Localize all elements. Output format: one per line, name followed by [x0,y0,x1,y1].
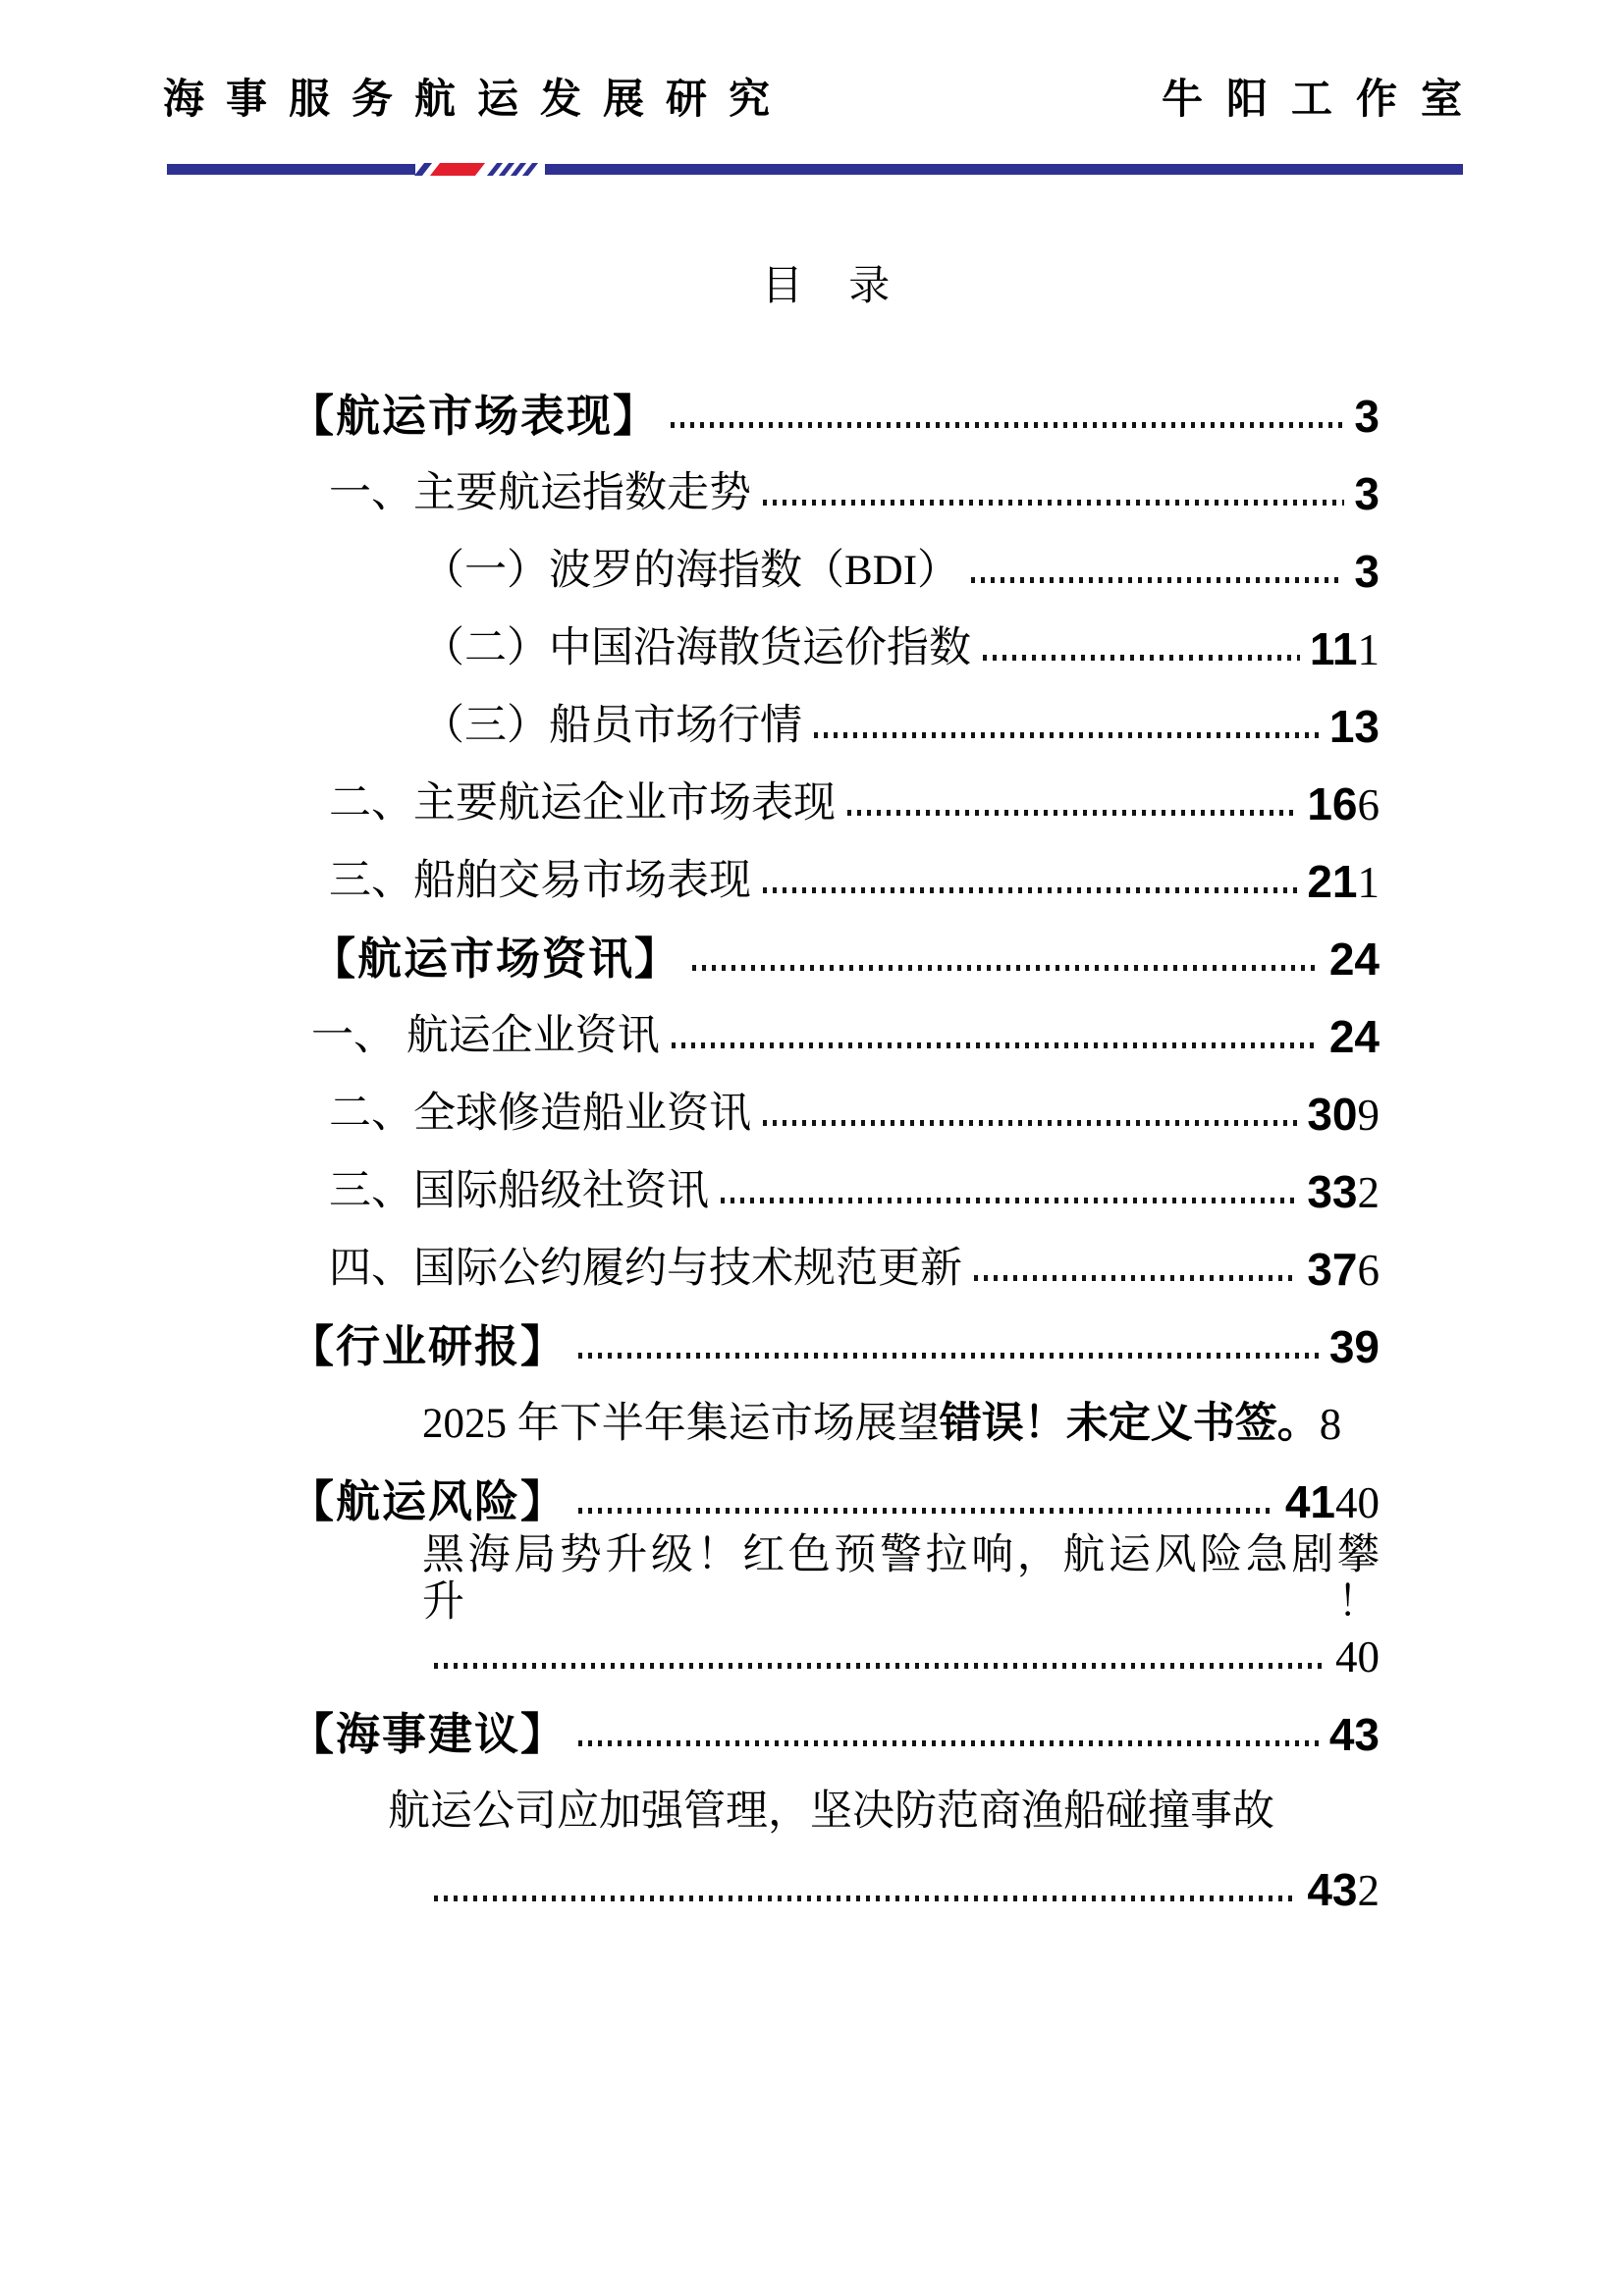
dot-leader [721,1198,1297,1203]
toc-page-number [1285,1475,1380,1528]
toc-entry[interactable] [290,377,1380,454]
toc-entry[interactable] [290,1850,1380,1928]
toc-entry-label: 【海事建议】 [290,1708,568,1759]
toc-entry-label: 二、主要航运企业市场表现 [329,779,836,827]
toc-page-number [1329,700,1380,753]
dot-leader [763,887,1297,893]
toc-entry[interactable] [290,1618,1380,1695]
toc-page-number [1307,1165,1380,1218]
dot-leader [814,732,1320,738]
toc-page-number [1320,1399,1342,1450]
page-number-bold: 3 [1354,390,1380,442]
toc-entry-label: 黑海局势升级！红色预警拉响，航运风险急剧攀升！ [422,1532,1380,1626]
table-of-contents [290,377,1380,1928]
toc-entry[interactable] [290,687,1380,765]
dot-leader [971,577,1344,583]
toc-entry-label: （一）波罗的海指数（BDI） [422,547,960,594]
toc-page-number [1354,390,1380,443]
toc-page-number [1354,467,1380,520]
toc-entry[interactable] [290,765,1380,842]
page-number-bold: 43 [1307,1863,1358,1915]
page-title: 目 录 [761,264,908,309]
toc-entry-label: 三、国际船级社资讯 [329,1167,709,1214]
page-number-light: 40 [1335,1631,1380,1682]
header-rule-decoration [415,164,545,175]
toc-entry[interactable] [290,1308,1380,1385]
header-rule [167,164,1463,175]
dot-leader [974,1275,1297,1281]
rule-deco-red-stripe [430,163,485,176]
dot-leader [847,810,1297,816]
toc-entry-error-text: 错误！未定义书签。 [939,1399,1320,1447]
toc-page-number [1329,1010,1380,1063]
toc-entry[interactable] [290,454,1380,532]
header-left-title: 海事服务航运发展研究 [163,76,792,122]
page-number-bold: 21 [1307,855,1358,907]
toc-entry[interactable] [290,1152,1380,1230]
dot-leader [578,1353,1320,1359]
toc-entry[interactable] [290,1695,1380,1773]
toc-page-number [1310,622,1380,675]
dot-leader [763,1120,1297,1126]
toc-entry-label: 航运公司应加强管理，坚决防范商渔船碰撞事故 [388,1788,1274,1835]
page-number-light: 40 [1335,1477,1380,1527]
toc-entry-label: 2025 年下半年集运市场展望 [422,1400,940,1447]
dot-leader [434,1663,1326,1669]
toc-entry-label: 【航运市场表现】 [290,390,660,441]
toc-page-number [1329,1320,1380,1373]
toc-page-number [1329,1708,1380,1761]
dot-leader [763,500,1344,506]
toc-entry[interactable] [290,610,1380,687]
toc-entry-label: （三）船员市场行情 [422,702,802,749]
toc-page-number [1329,933,1380,986]
toc-page-number [1335,1631,1380,1682]
page-number-light: 8 [1319,1399,1342,1449]
page-number-light: 1 [1357,857,1380,907]
page-number-bold: 37 [1307,1243,1358,1295]
page-number-light: 6 [1357,779,1380,829]
toc-page-number [1307,777,1380,830]
page-number-bold: 39 [1328,1320,1380,1372]
page-number-bold: 3 [1354,467,1380,519]
page-number-light: 9 [1357,1090,1380,1140]
toc-entry-label: 四、国际公约履约与技术规范更新 [329,1245,962,1292]
dot-leader [672,1042,1320,1048]
toc-entry-label: 【行业研报】 [290,1320,568,1371]
toc-entry[interactable] [290,1075,1380,1152]
dot-leader [692,965,1320,971]
toc-entry-label: （二）中国沿海散货运价指数 [422,624,971,671]
toc-entry-label: 三、船舶交易市场表现 [329,857,751,904]
page-number-bold: 24 [1328,1010,1380,1062]
toc-entry[interactable] [290,1773,1380,1850]
dot-leader [983,655,1300,661]
toc-entry-label: 二、全球修造船业资讯 [329,1090,751,1137]
toc-entry[interactable] [290,1230,1380,1308]
toc-entry[interactable] [290,1463,1380,1540]
toc-entry[interactable] [290,532,1380,610]
page-number-bold: 3 [1354,545,1380,597]
toc-entry[interactable] [290,1385,1380,1463]
page-number-bold: 13 [1328,700,1380,752]
toc-page-number [1307,1088,1380,1141]
page-number-bold: 11 [1309,622,1358,674]
dot-leader [671,422,1344,428]
toc-entry[interactable] [290,1532,1380,1626]
dot-leader [434,1896,1297,1901]
toc-entry[interactable] [290,842,1380,920]
page-number-light: 2 [1357,1865,1380,1915]
page-number-light: 6 [1357,1245,1380,1295]
toc-page-number [1307,1243,1380,1296]
toc-page-number [1307,1863,1380,1916]
page-number-bold: 41 [1284,1475,1335,1527]
header-right-title: 牛阳工作室 [1161,76,1486,122]
page-number-light: 1 [1357,624,1380,674]
rule-deco-sliver [414,163,432,176]
toc-entry[interactable] [290,997,1380,1075]
toc-entry-label: 一、 航运企业资讯 [311,1012,660,1059]
toc-entry[interactable] [290,920,1380,997]
dot-leader [578,1508,1275,1514]
page-number-bold: 16 [1307,777,1358,829]
toc-page-number [1354,545,1380,598]
page-number-bold: 33 [1307,1165,1358,1217]
toc-entry-label: 【航运风险】 [290,1475,568,1526]
page-number-bold: 24 [1328,933,1380,985]
toc-entry-label: 一、主要航运指数走势 [329,469,751,516]
toc-page-number [1307,855,1380,908]
page-number-bold: 43 [1328,1708,1380,1760]
toc-entry-label: 【航运市场资讯】 [311,933,681,984]
page-number-light: 2 [1357,1167,1380,1217]
page-number-bold: 30 [1307,1088,1358,1140]
dot-leader [578,1740,1320,1746]
